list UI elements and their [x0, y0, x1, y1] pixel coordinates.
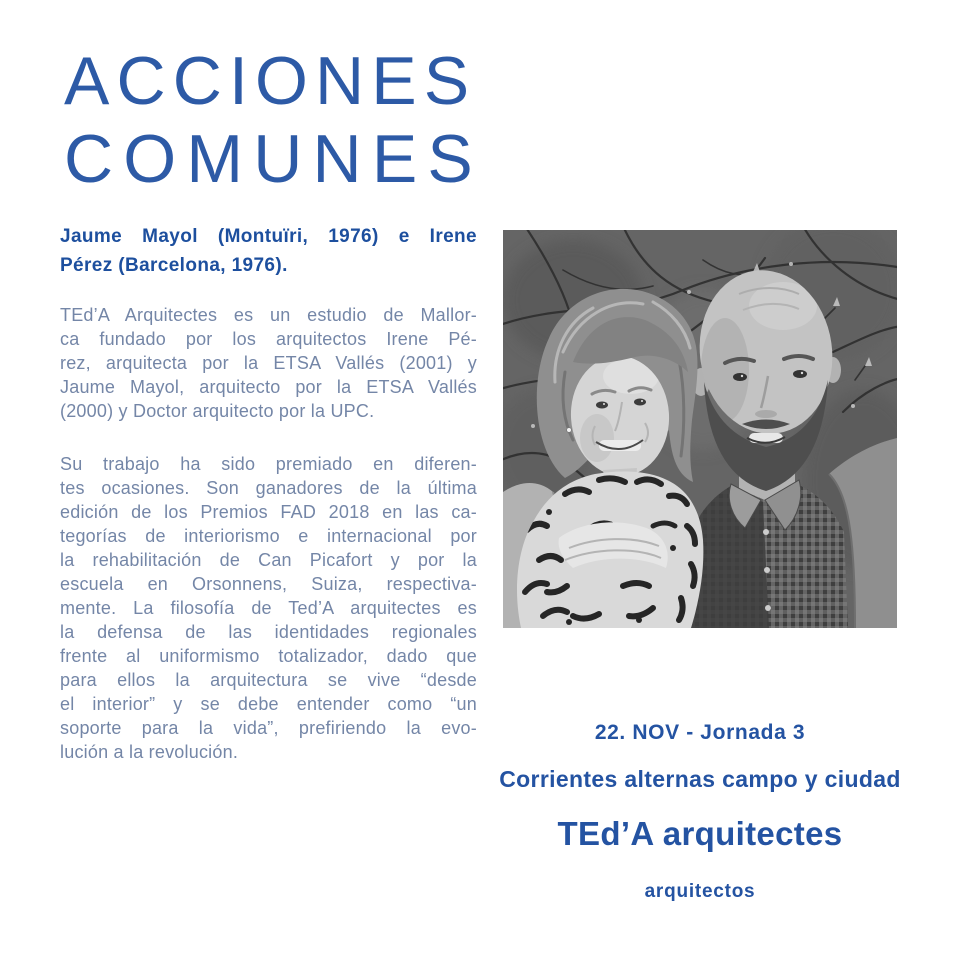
text-line: el interior” y se debe entender como “un — [60, 694, 477, 714]
text-line: escuela en Orsonnens, Suiza, respectiva- — [60, 574, 477, 594]
event-date: 22. NOV - Jornada 3 — [594, 721, 806, 744]
shirt-button — [765, 605, 771, 611]
text-line: Jaume Mayol (Montuïri, 1976) e Irene — [60, 226, 477, 247]
text-line: frente al uniformismo totalizador, dado que — [60, 646, 477, 666]
event-studio-name: TEd’A arquitectes — [557, 815, 843, 852]
text-line: TEd’A Arquitectes es un estudio de Mallor- — [60, 305, 477, 325]
shirt-button — [764, 567, 770, 573]
text-line: tegorías de interiorismo e internacional por — [60, 526, 477, 546]
text-line: la defensa de las identidades regionales — [60, 622, 477, 642]
title-line-2: COMUNES — [64, 121, 483, 197]
poster-title — [64, 42, 483, 198]
title-line-1: ACCIONES — [64, 43, 477, 119]
man-eye-right — [793, 370, 807, 378]
text-line: para ellos la arquitectura se vive “desde — [60, 670, 477, 690]
text-line: rez, arquitecta por la ETSA Vallés (2001) y — [60, 353, 477, 373]
text-line: ca fundado por los arquitectos Irene Pé- — [60, 329, 477, 349]
woman-eye-left — [596, 402, 608, 409]
portrait-photo — [503, 230, 897, 628]
text-line: la rehabilitación de Can Picafort y por la — [60, 550, 477, 570]
man-eye-left — [733, 373, 747, 381]
bio-paragraph-1 — [60, 303, 477, 423]
bio-paragraph-2 — [60, 452, 477, 764]
text-line: Pérez (Barcelona, 1976). — [60, 255, 288, 276]
bio-column — [60, 222, 477, 764]
text-line: (2000) y Doctor arquitecto por la UPC. — [60, 401, 375, 421]
woman-eye-right — [634, 399, 646, 406]
portrait-photo-illustration — [503, 230, 897, 628]
woman-earring — [567, 428, 572, 433]
text-line: Jaume Mayol, arquitecto por la ETSA Vallés — [60, 377, 477, 397]
names-paragraph — [60, 222, 477, 280]
text-line: lución a la revolución. — [60, 742, 239, 762]
text-line: edición de los Premios FAD 2018 en las ca- — [60, 502, 477, 522]
text-line: Su trabajo ha sido premiado en diferen- — [60, 454, 477, 474]
event-studio-role: arquitectos — [644, 881, 756, 902]
text-line: mente. La filosofía de Ted’A arquitectes es — [60, 598, 477, 618]
text-line: tes ocasiones. Son ganadores de la última — [60, 478, 477, 498]
text-line: soporte para la vida”, prefiriendo la evo- — [60, 718, 477, 738]
shirt-button — [763, 529, 769, 535]
event-session-title: Corrientes alternas campo y ciudad — [499, 766, 901, 792]
